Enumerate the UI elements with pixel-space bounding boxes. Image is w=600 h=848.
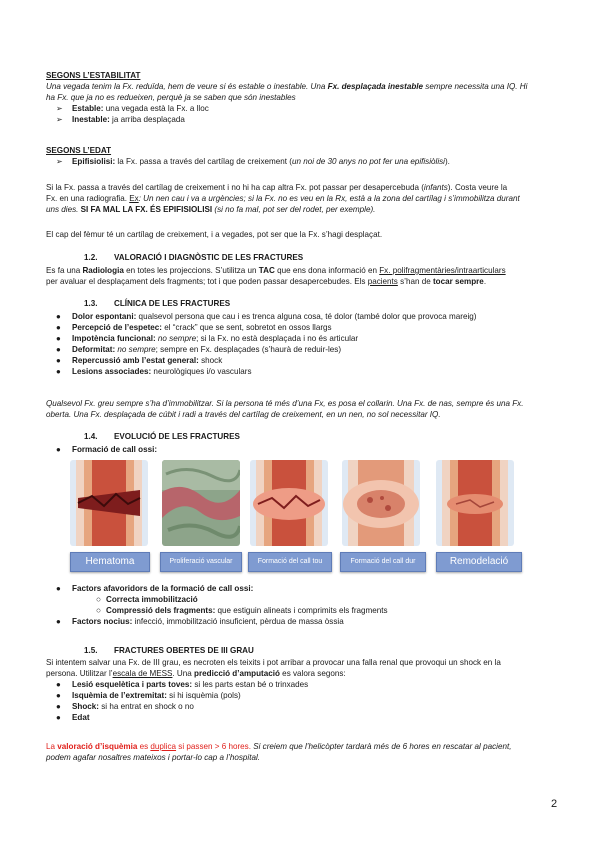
list-item: ● Lesions associades: neurològiques i/o vasculars [56,367,252,376]
edat-paragraph-1: Si la Fx. passa a través del cartílag de creixement i no hi ha cap altra Fx. pot passar per desapercebuda (infants). Costa veure la Fx. en una radiografia. Ex: Un nen cau i va a urgències; si la Fx. no es veu en la Rx, està a la zona del cartílag i s’immobilitza durant uns dies. SI FA MAL LA FX. ÉS EPIFISIOLISI (si no fa mal, pot ser del rodet, per exemple). [46,183,520,214]
bullet-icon: ● [56,702,61,711]
bullet-icon: ● [56,312,61,321]
caption-vascular: Proliferació vascular [160,552,242,572]
remodeling-illustration [436,460,514,546]
list-item: ● Dolor espontani: qualsevol persona que cau i es trenca alguna cosa, té dolor (també dolor que provoca mareig) [56,312,477,321]
list-item: ● Percepció de l’espetec: el “crack” que se sent, sobretot en ossos llargs [56,323,332,332]
list-item: ● Edat [56,713,90,722]
list-item: ● Deformitat: no sempre; sempre en Fx. desplaçades (s’haurà de reduir-les) [56,345,342,354]
circle-bullet-icon: ○ [96,595,101,604]
bullet-icon: ● [56,584,61,593]
page-number: 2 [551,798,558,810]
list-item: ➢ Estable: una vegada està la Fx. a lloc [56,104,209,113]
section-title-1-4: 1.4. EVOLUCIÓ DE LES FRACTURES [84,432,240,441]
list-item: ● Lesió esquelètica i parts toves: si les parts estan bé o trinxades [56,680,309,689]
section-1-2-body: Es fa una Radiologia en totes les projeccions. S’utilitza un TAC que ens dona informació en Fx. polifragmentàries/intraarticulars per avaluar el desplaçament dels fragments; tot i que poden passar desapercebudes. Els pacients s’han de tocar sempre. [46,266,506,286]
list-item: ● Isquèmia de l’extremitat: si hi isquèmia (pols) [56,691,241,700]
list-item: ➢ Inestable: ja arriba desplaçada [56,115,185,124]
list-item: ● Formació de call ossi: [56,445,158,454]
heading-estabilitat: SEGONS L’ESTABILITAT [46,71,141,80]
list-item: ● Shock: si ha entrat en shock o no [56,702,194,711]
caption-hematoma: Hematoma [70,552,150,572]
bullet-icon: ● [56,680,61,689]
bullet-icon: ● [56,334,61,343]
soft-callus-illustration [250,460,328,546]
edat-paragraph-2: El cap del fèmur té un cartílag de creixement, i a vegades, pot ser que la Fx. s’hagi desplaçat. [46,230,383,239]
circle-bullet-icon: ○ [96,606,101,615]
sub-list-item: ○ Compressió dels fragments: que estiguin alineats i comprimits els fragments [96,606,388,615]
list-item: ● Impotència funcional: no sempre; si la Fx. no està desplaçada i no és articular [56,334,359,343]
list-item: ● Repercussió amb l’estat general: shock [56,356,223,365]
section-title-1-2: 1.2. VALORACIÓ I DIAGNÒSTIC DE LES FRACTURES [84,253,304,262]
bullet-icon: ● [56,713,61,722]
section-1-4-factors [46,583,559,627]
hematoma-illustration [70,460,148,546]
sub-list-item: ○ Correcta immobilització [96,595,198,604]
list-item: ➢ Epifisiolisi: la Fx. passa a través del cartílag de creixement (un noi de 30 anys no pot fer una epifisiòlisi). [56,157,450,166]
section-1-3-note: Qualsevol Fx. greu sempre s’ha d’immobilitzar. Si la persona té més d’una Fx, es posa el collarin. Una Fx. de nas, sempre és una Fx. oberta. Una Fx. desplaçada de cúbit i radi a través del cartílag de creixement, en un nen, no sol necessitar IQ. [46,399,524,419]
list-item: ● Factors afavoridors de la formació de call ossi: [56,584,254,593]
bullet-icon: ● [56,691,61,700]
section-title-1-3: 1.3. CLÍNICA DE LES FRACTURES [84,299,231,308]
section-edat [46,145,559,167]
section-1-5-footer: La valoració d’isquèmia es duplica si passen > 6 hores. Si creiem que l’helicòpter tardarà més de 6 hores en rescatar al pacient, podem agafar nosaltres mateixos i portar-lo cap a l’hospital. [46,742,512,762]
arrow-bullet-icon: ➢ [56,115,63,124]
bullet-icon: ● [56,445,61,454]
arrow-bullet-icon: ➢ [56,104,63,113]
bone-healing-figure [70,460,530,572]
section-title-1-5: 1.5. FRACTURES OBERTES DE III GRAU [84,646,254,655]
estabilitat-intro-line2: ha Fx. que ja no es redueixen, perquè ja se saben que són inestables [46,93,296,102]
section-1-3-list [46,311,559,377]
bullet-icon: ● [56,356,61,365]
bullet-icon: ● [56,323,61,332]
caption-soft-callus: Formació del call tou [248,552,332,572]
section-estabilitat [46,70,559,125]
section-1-4-bullet [46,444,559,455]
caption-hard-callus: Formació del call dur [340,552,426,572]
hard-callus-illustration [342,460,420,546]
heading-edat: SEGONS L’EDAT [46,146,112,155]
arrow-bullet-icon: ➢ [56,157,63,166]
bullet-icon: ● [56,367,61,376]
bullet-icon: ● [56,345,61,354]
list-item: ● Factors nocius: infecció, immobilització insuficient, pèrdua de massa òssia [56,617,344,626]
vascular-proliferation-illustration [162,460,240,546]
estabilitat-intro: Una vegada tenim la Fx. reduïda, hem de veure si és estable o inestable. Una Fx. desplaçada inestable sempre necessita una IQ. Hi [46,82,528,91]
section-1-5-body: Si intentem salvar una Fx. de III grau, es necroten els teixits i pot arribar a provocar una falla renal que provoqui un shock en la persona. Utilitzar l’escala de MESS. Una predicció d’amputació es valora segons: ● Lesió esquelètica i parts toves: si les parts estan bé o trinxades ● Isquèmia de l’extremitat: si hi isquèmia (pols) ● Shock: si ha entrat en shock o no ● Edat [46,657,559,723]
caption-remodeling: Remodelació [436,552,522,572]
bullet-icon: ● [56,617,61,626]
